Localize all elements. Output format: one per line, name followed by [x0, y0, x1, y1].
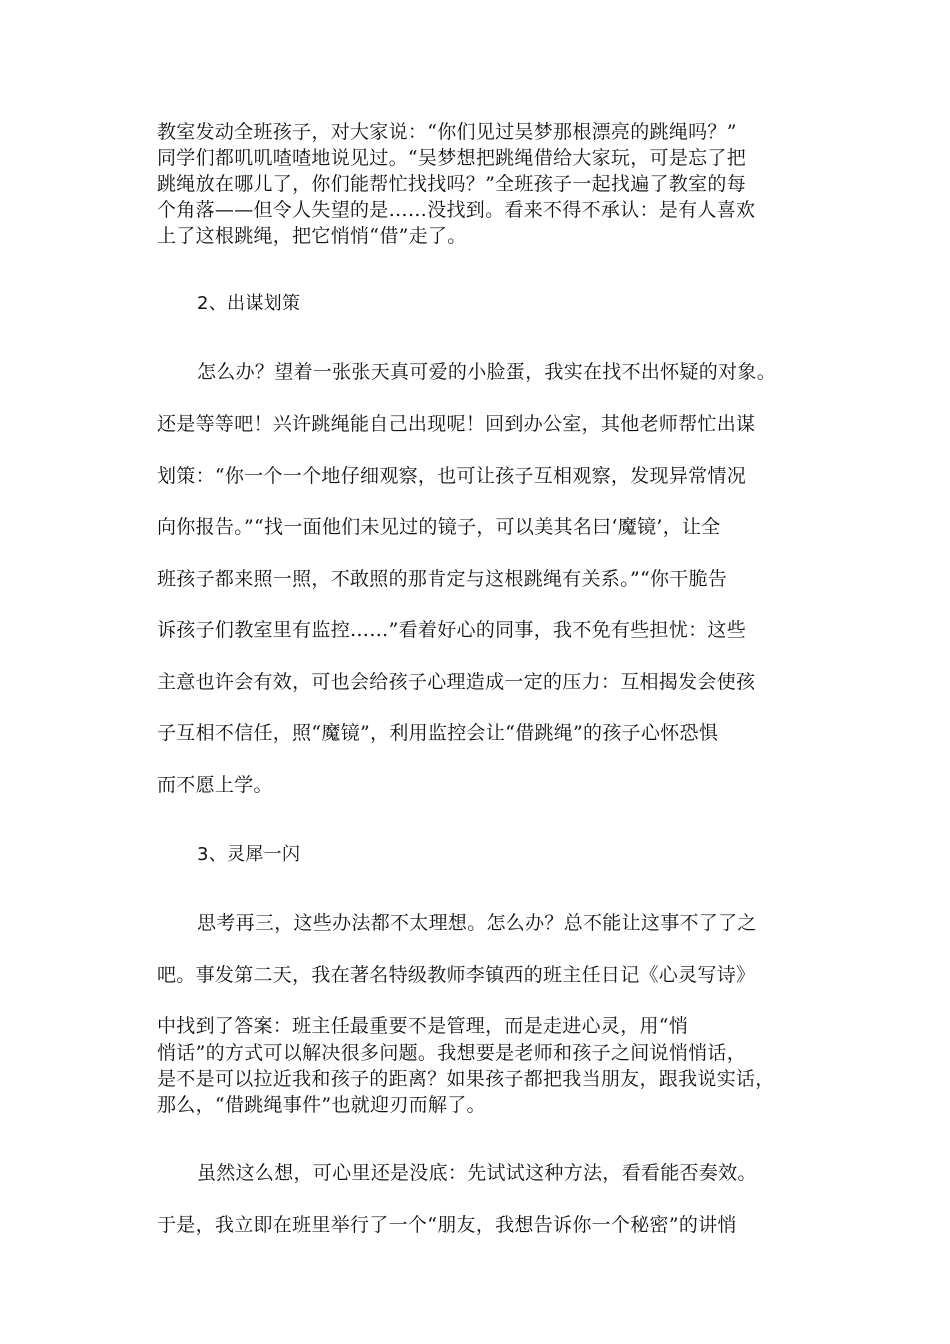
text-line: 是不是可以拉近我和孩子的距离？如果孩子都把我当朋友，跟我说实话，: [157, 1068, 775, 1090]
text-line: 吧。事发第二天，我在著名特级教师李镇西的班主任日记《心灵写诗》: [157, 964, 756, 986]
text-line: 悄话”的方式可以解决很多问题。我想要是老师和孩子之间说悄悄话，: [157, 1042, 747, 1064]
text-line: 虽然这么想，可心里还是没底：先试试这种方法，看看能否奏效。: [197, 1162, 757, 1184]
section-heading: 2、出谋划策: [197, 293, 301, 314]
text-line: 跳绳放在哪儿了，你们能帮忙找找吗？”全班孩子一起找遍了教室的每: [157, 173, 747, 195]
text-line: 子互相不信任，照“魔镜”，利用监控会让“借跳绳”的孩子心怀恐惧: [157, 722, 719, 744]
text-line: 怎么办？望着一张张天真可爱的小脸蛋，我实在找不出怀疑的对象。: [197, 361, 777, 383]
text-line: 中找到了答案：班主任最重要不是管理，而是走进心灵，用“悄: [157, 1015, 689, 1037]
text-line: 教室发动全班孩子，对大家说：“你们见过吴梦那根漂亮的跳绳吗？”: [157, 121, 737, 143]
text-line: 主意也许会有效，可也会给孩子心理造成一定的压力：互相揭发会使孩: [157, 671, 756, 693]
text-line: 于是，我立即在班里举行了一个“朋友，我想告诉你一个秘密”的讲悄: [157, 1214, 737, 1236]
text-line: 上了这根跳绳，把它悄悄“借”走了。: [157, 225, 467, 247]
text-line: 那么，“借跳绳事件”也就迎刃而解了。: [157, 1094, 486, 1116]
text-line: 诉孩子们教室里有监控……”看着好心的同事，我不免有些担忧：这些: [157, 619, 747, 641]
text-line: 划策：“你一个一个地仔细观察，也可让孩子互相观察，发现异常情况: [157, 465, 747, 487]
text-line: 个角落——但令人失望的是……没找到。看来不得不承认：是有人喜欢: [157, 199, 756, 221]
text-line: 向你报告。”“找一面他们未见过的镜子，可以美其名曰‘魔镜’，让全: [157, 516, 721, 538]
text-line: 而不愿上学。: [157, 774, 273, 796]
section-heading: 3、灵犀一闪: [197, 844, 301, 865]
text-line: 同学们都叽叽喳喳地说见过。“吴梦想把跳绳借给大家玩，可是忘了把: [157, 147, 747, 169]
text-line: 班孩子都来照一照，不敢照的那肯定与这根跳绳有关系。”“你干脆告: [157, 568, 728, 590]
text-line: 还是等等吧！兴许跳绳能自己出现呢！回到办公室，其他老师帮忙出谋: [157, 413, 756, 435]
text-line: 思考再三，这些办法都不太理想。怎么办？总不能让这事不了了之: [197, 912, 757, 934]
